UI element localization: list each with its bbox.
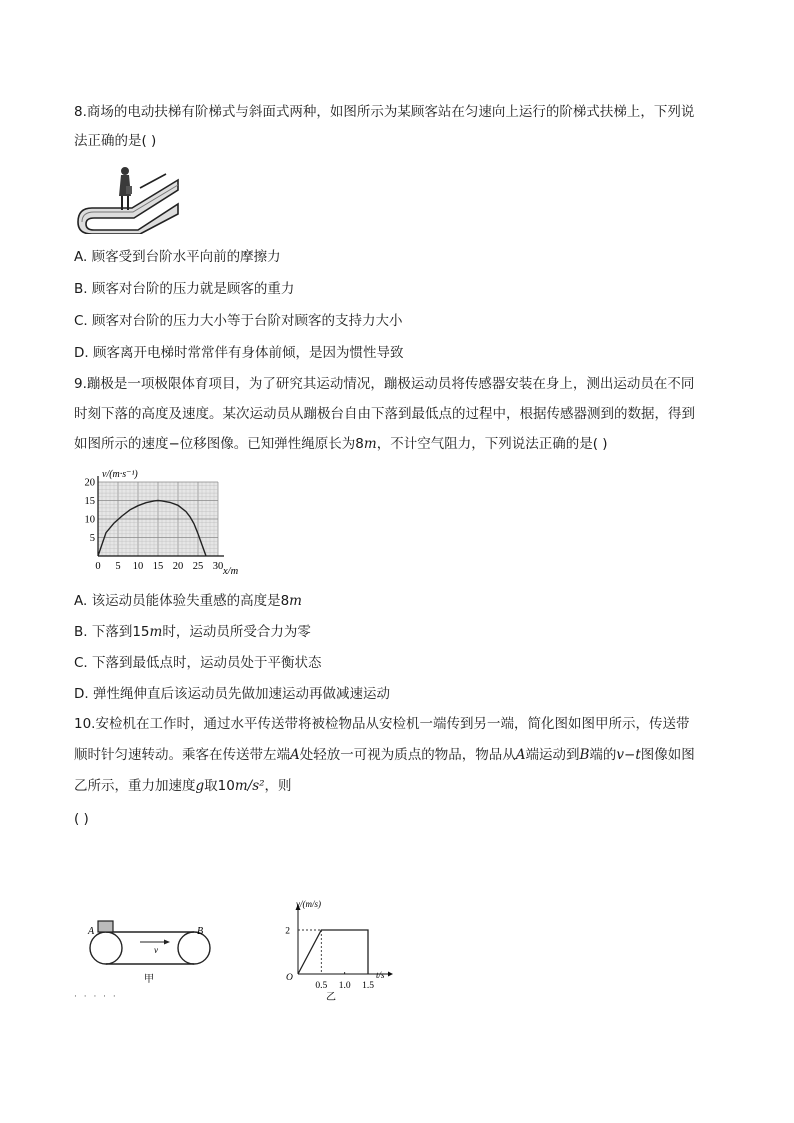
q9-option-c: C. 下落到最低点时，运动员处于平衡状态 bbox=[74, 655, 322, 671]
x-tick-label: 15 bbox=[152, 561, 164, 572]
q8-stem-line2: 法正确的是( ) bbox=[74, 133, 157, 149]
q9-option-a bbox=[74, 591, 302, 611]
velocity-displacement-chart bbox=[80, 466, 250, 580]
x-axis-arrow bbox=[388, 972, 393, 977]
escalator-figure bbox=[74, 160, 182, 234]
q9-option-b-unit: m bbox=[149, 624, 163, 640]
label-B: B bbox=[197, 926, 204, 937]
q9-option-b-pre: B. 下落到15 bbox=[74, 624, 150, 640]
caption-jia: 甲 bbox=[144, 974, 154, 985]
q9-stem-line1: 9.蹦极是一项极限体育项目，为了研究其运动情况，蹦极运动员将传感器安装在身上，测出运动员在不同 bbox=[74, 376, 695, 392]
y-tick-label: 20 bbox=[84, 477, 95, 489]
q9-option-a-unit: m bbox=[289, 593, 302, 609]
package-box bbox=[98, 921, 113, 932]
q9-unit-m: m bbox=[363, 436, 377, 452]
q10-answer-paren: ( ) bbox=[74, 811, 89, 827]
q8-option-d: D. 顾客离开电梯时常常伴有身体前倾，是因为惯性导致 bbox=[74, 345, 404, 361]
trailing-dots: · · · · · bbox=[74, 992, 118, 1002]
q9-stem-line3 bbox=[74, 434, 608, 454]
q9-option-b-post: 时，运动员所受合力为零 bbox=[162, 624, 311, 640]
q9-stem-line2: 时刻下落的高度及速度。某次运动员从蹦极台自由下落到最低点的过程中，根据传感器测到的数据，得到 bbox=[74, 406, 695, 422]
x-tick-label: 30 bbox=[212, 561, 224, 572]
chart10-xlabel: t/s bbox=[376, 970, 385, 980]
chart9-ylabel: v/(m·s⁻¹) bbox=[102, 469, 138, 480]
caption-yi: 乙 bbox=[326, 992, 336, 1002]
q9-option-d: D. 弹性绳伸直后该运动员先做加速运动再做减速运动 bbox=[74, 686, 390, 702]
q9-option-b bbox=[74, 622, 311, 642]
conveyor-belt-figure bbox=[84, 916, 220, 988]
x-tick-label: 20 bbox=[172, 561, 184, 572]
q10-stem-line2: 顺时针匀速转动。乘客在传送带左端A处轻放一可视为质点的物品，物品从A端运动到B端的v−t图像如图 bbox=[74, 747, 695, 763]
q9-option-a-text: A. 该运动员能体验失重感的高度是8 bbox=[74, 593, 290, 609]
q9-stem-line3a: 如图所示的速度−位移图像。已知弹性绳原长为8 bbox=[74, 436, 364, 452]
x-tick-label: 1.5 bbox=[362, 981, 374, 991]
q8-option-c: C. 顾客对台阶的压力大小等于台阶对顾客的支持力大小 bbox=[74, 313, 403, 329]
x-tick-label: 25 bbox=[192, 561, 204, 572]
q9-stem-line3b: ，不计空气阻力，下列说法正确的是( ) bbox=[376, 436, 608, 452]
label-A: A bbox=[88, 926, 95, 937]
q10-stem-line3: 乙所示，重力加速度g取10m/s²，则 bbox=[74, 778, 292, 794]
y-tick-label: 5 bbox=[89, 533, 95, 544]
x-tick-label: 5 bbox=[115, 561, 121, 572]
chart10-ylabel: v/(m/s) bbox=[296, 899, 321, 909]
label-v: v bbox=[154, 945, 158, 955]
chart9-xlabel: x/m bbox=[223, 566, 239, 577]
q10-stem-line1: 10.安检机在工作时，通过水平传送带将被检物品从安检机一端传到另一端，简化图如图甲所示，传送带 bbox=[74, 716, 690, 732]
velocity-time-chart bbox=[268, 898, 398, 1002]
q8-option-b: B. 顾客对台阶的压力就是顾客的重力 bbox=[74, 281, 295, 297]
q8-option-a: A. 顾客受到台阶水平向前的摩擦力 bbox=[74, 249, 281, 265]
chart10-origin: O bbox=[286, 973, 293, 983]
vt-line bbox=[298, 930, 368, 974]
x-tick-label: 10 bbox=[132, 561, 144, 572]
y-tick-label: 15 bbox=[84, 496, 95, 507]
x-tick-label: 0.5 bbox=[315, 981, 328, 991]
q8-stem-line1: 8.商场的电动扶梯有阶梯式与斜面式两种，如图所示为某顾客站在匀速向上运行的阶梯式扶梯上，下列说 bbox=[74, 104, 695, 120]
y-tick-label: 2 bbox=[285, 926, 290, 937]
y-tick-label: 10 bbox=[84, 514, 95, 526]
x-tick-label: 0 bbox=[95, 561, 101, 572]
x-tick-label: 1.0 bbox=[338, 981, 351, 991]
